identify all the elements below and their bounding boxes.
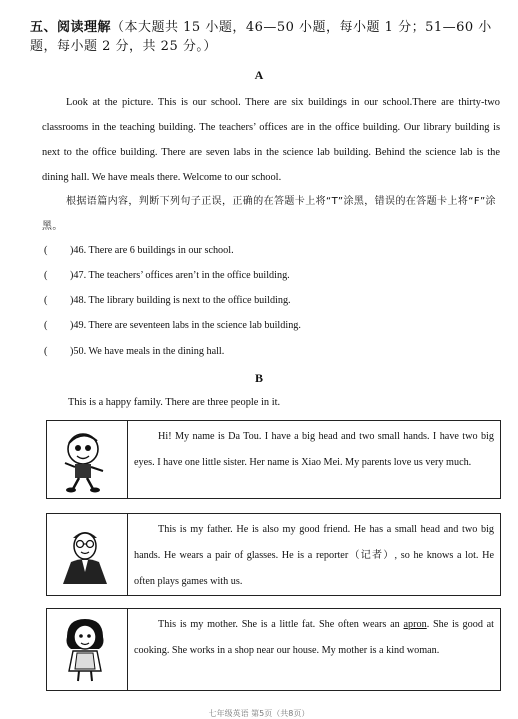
family-card-mother	[46, 608, 501, 691]
section-heading	[30, 18, 500, 56]
question-48	[44, 295, 291, 306]
part-b-label: B	[254, 371, 263, 385]
card-text-before: This is my mother. She is a little fat. She often wears an	[158, 619, 404, 630]
card-text: This is my father. He is also my good friend. He has a small head and two big hands. He wears a pair of glasses. He is a reporter（记者）, so he knows a lot. He often plays games with us.	[134, 524, 494, 587]
boy-icon	[53, 427, 121, 495]
family-card-datou	[46, 420, 501, 499]
underlined-word-apron: apron	[403, 619, 427, 630]
question-text: )47. The teachers’ offices aren’t in the office building.	[70, 270, 290, 281]
card-image	[47, 609, 128, 690]
question-47	[44, 270, 290, 281]
card-text	[134, 612, 494, 664]
part-a-instruction: 根据语篇内容，判断下列句子正误，正确的在答题卡上将“T”涂黑，错误的在答题卡上将“F”涂黑。	[42, 196, 496, 232]
mother-icon	[53, 615, 121, 687]
answer-paren: (	[44, 245, 48, 256]
section-scoring: （本大题共 15 小题，46—50 小题，每小题 1 分；51—60 小题，每小题 2 分，共 25 分。）	[30, 20, 492, 54]
question-text: )48. The library building is next to the office building.	[70, 295, 291, 306]
question-50	[44, 346, 224, 357]
question-46	[44, 245, 234, 256]
card-image	[47, 421, 128, 498]
card-text-after: . She is good at cooking. She works in a shop near our house. My mother is a kind woman.	[134, 619, 494, 656]
part-b-intro: This is a happy family. There are three people in it.	[68, 397, 281, 408]
question-text: )46. There are 6 buildings in our school.	[70, 245, 234, 256]
father-icon	[53, 520, 121, 592]
part-a-label: A	[254, 68, 264, 82]
question-49	[44, 320, 301, 331]
page-footer: 七年级英语 第5页（共8页）	[208, 709, 310, 718]
card-text: Hi! My name is Da Tou. I have a big head and two small hands. I have two big eyes. I have one little sister. Her name is Xiao Mei. My parents love us very much.	[134, 431, 494, 468]
answer-paren: (	[44, 295, 48, 306]
part-a-passage: Look at the picture. This is our school. There are six buildings in our school.There are thirty-two classrooms in the teaching building. The teachers’ offices are in the office building. Our library building is next to the office building. There are seven labs in the science lab building. Behind the science lab is the dining hall. We have meals there. Welcome to our school.	[42, 97, 500, 183]
family-card-father	[46, 513, 501, 596]
question-text: )49. There are seventeen labs in the science lab building.	[70, 320, 301, 331]
answer-paren: (	[44, 346, 48, 357]
answer-paren: (	[44, 320, 48, 331]
section-title: 五、阅读理解	[30, 20, 112, 35]
answer-paren: (	[44, 270, 48, 281]
question-text: )50. We have meals in the dining hall.	[70, 346, 225, 357]
card-image	[47, 514, 128, 595]
